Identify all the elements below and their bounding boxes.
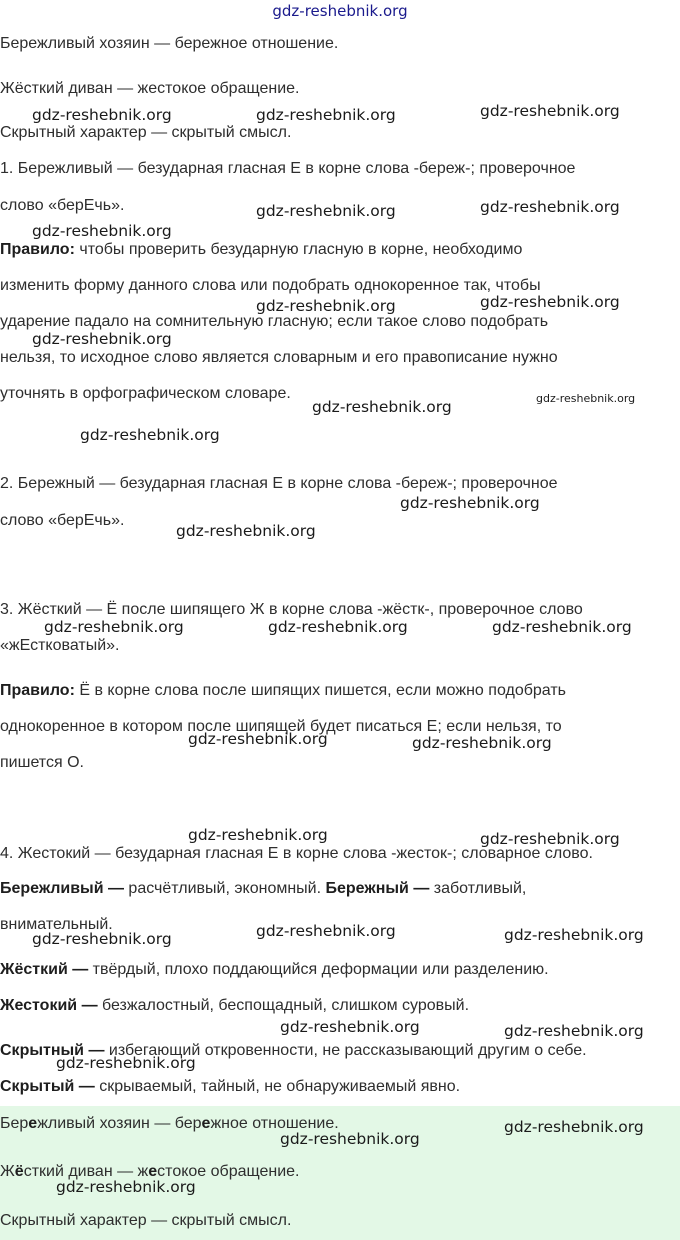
item-4-line-1: 4. Жестокий — безударная гласная Е в корне слова -жесток-; словарное слово. <box>0 845 593 862</box>
intro-line-2: Жёсткий диван — жестокое обращение. <box>0 80 300 97</box>
item-1-rule-line-5: уточнять в орфографическом словаре. <box>0 385 291 402</box>
item-3-rule-line-3: пишется О. <box>0 754 84 771</box>
watermark: gdz-reshebnik.org <box>504 926 644 944</box>
intro-line-3: Скрытный характер — скрытый смысл. <box>0 124 292 141</box>
summary-highlight-letter: е <box>148 1163 158 1180</box>
item-1-rule-line-4: нельзя, то исходное слово является словарным и его правописание нужно <box>0 349 558 366</box>
item-2-line-2: слово «берЕчь». <box>0 512 125 529</box>
watermark: gdz-reshebnik.org <box>188 730 328 748</box>
watermark: gdz-reshebnik.org <box>280 1130 420 1148</box>
watermark: gdz-reshebnik.org <box>492 618 632 636</box>
watermark: gdz-reshebnik.org <box>256 297 396 315</box>
watermark: gdz-reshebnik.org <box>480 198 620 216</box>
definition-term: Скрытный — <box>0 1042 105 1059</box>
item-3-rule-line-1 <box>0 682 680 700</box>
summary-highlight-letter: ё <box>14 1163 24 1180</box>
watermark: gdz-reshebnik.org <box>280 1018 420 1036</box>
item-3-line-2: «жЕстковатый». <box>0 637 120 654</box>
watermark: gdz-reshebnik.org <box>504 1118 644 1136</box>
watermark: gdz-reshebnik.org <box>536 392 636 405</box>
summary-text: сткий диван — ж <box>23 1163 149 1180</box>
summary-text: жное отношение. <box>210 1115 339 1132</box>
item-3-rule-line-2: однокоренное в котором после шипящей будет писаться Е; если нельзя, то <box>0 718 562 735</box>
watermark: gdz-reshebnik.org <box>412 734 552 752</box>
definition-text: скрываемый, тайный, не обнаруживаемый явно. <box>94 1078 461 1095</box>
watermark: gdz-reshebnik.org <box>44 618 184 636</box>
item-1-line-2: слово «берЕчь». <box>0 197 125 214</box>
watermark: gdz-reshebnik.org <box>480 830 620 848</box>
summary-text: Бер <box>0 1115 29 1132</box>
site-url-header[interactable]: gdz-reshebnik.org <box>272 2 408 20</box>
item-1-rule-line-1 <box>0 241 680 259</box>
definition-2-cont: внимательный. <box>0 916 113 933</box>
watermark: gdz-reshebnik.org <box>400 494 540 512</box>
watermark: gdz-reshebnik.org <box>32 930 172 948</box>
definition-term: Скрытый — <box>0 1078 95 1095</box>
watermark: gdz-reshebnik.org <box>256 922 396 940</box>
definition-text: расчётливый, экономный. <box>123 880 326 897</box>
summary-highlight-letter: е <box>201 1115 211 1132</box>
item-2-line-1: 2. Бережный — безударная гласная Е в корне слова -береж-; проверочное <box>0 475 558 492</box>
summary-text: жливый хозяин — бер <box>37 1115 202 1132</box>
watermark: gdz-reshebnik.org <box>56 1178 196 1196</box>
definition-term: Жёсткий — <box>0 961 89 978</box>
watermark: gdz-reshebnik.org <box>32 330 172 348</box>
rule-text: чтобы проверить безударную гласную в корне, необходимо <box>74 241 523 258</box>
watermark: gdz-reshebnik.org <box>504 1022 644 1040</box>
rule-label: Правило: <box>0 241 75 258</box>
watermark: gdz-reshebnik.org <box>256 106 396 124</box>
watermark: gdz-reshebnik.org <box>188 826 328 844</box>
definition-1-2 <box>0 880 680 898</box>
definition-text: твёрдый, плохо поддающийся деформации или разделению. <box>88 961 549 978</box>
definition-text: избегающий откровенности, не рассказывающий другим о себе. <box>104 1042 587 1059</box>
watermark: gdz-reshebnik.org <box>480 293 620 311</box>
item-1-rule-line-3: ударение падало на сомнительную гласную; если такое слово подобрать <box>0 313 549 330</box>
definition-term: Бережливый — <box>0 880 124 897</box>
summary-text: стокое обращение. <box>157 1163 300 1180</box>
summary-line-3: Скрытный характер — скрытый смысл. <box>0 1212 292 1229</box>
summary-text: Ж <box>0 1163 15 1180</box>
definition-6 <box>0 1078 680 1096</box>
definition-term: Бережный — <box>325 880 430 897</box>
definition-4 <box>0 997 680 1015</box>
summary-highlight-letter: е <box>28 1115 38 1132</box>
item-1-rule-line-2: изменить форму данного слова или подобрать однокоренное так, чтобы <box>0 277 541 294</box>
watermark: gdz-reshebnik.org <box>56 1054 196 1072</box>
watermark: gdz-reshebnik.org <box>80 426 220 444</box>
definition-3 <box>0 961 680 979</box>
watermark: gdz-reshebnik.org <box>32 222 172 240</box>
watermark: gdz-reshebnik.org <box>256 202 396 220</box>
watermark: gdz-reshebnik.org <box>268 618 408 636</box>
watermark: gdz-reshebnik.org <box>312 398 452 416</box>
item-1-line-1: 1. Бережливый — безударная гласная Е в корне слова -береж-; проверочное <box>0 160 576 177</box>
item-3-line-1: 3. Жёсткий — Ё после шипящего Ж в корне слова -жёстк-, проверочное слово <box>0 601 583 618</box>
intro-line-1: Бережливый хозяин — бережное отношение. <box>0 35 339 52</box>
rule-label: Правило: <box>0 682 75 699</box>
definition-text: безжалостный, беспощадный, слишком суровый. <box>97 997 470 1014</box>
watermark: gdz-reshebnik.org <box>480 102 620 120</box>
watermark: gdz-reshebnik.org <box>32 106 172 124</box>
rule-text: Ё в корне слова после шипящих пишется, если можно подобрать <box>74 682 566 699</box>
watermark: gdz-reshebnik.org <box>176 522 316 540</box>
definition-term: Жестокий — <box>0 997 98 1014</box>
definition-text: заботливый, <box>429 880 527 897</box>
